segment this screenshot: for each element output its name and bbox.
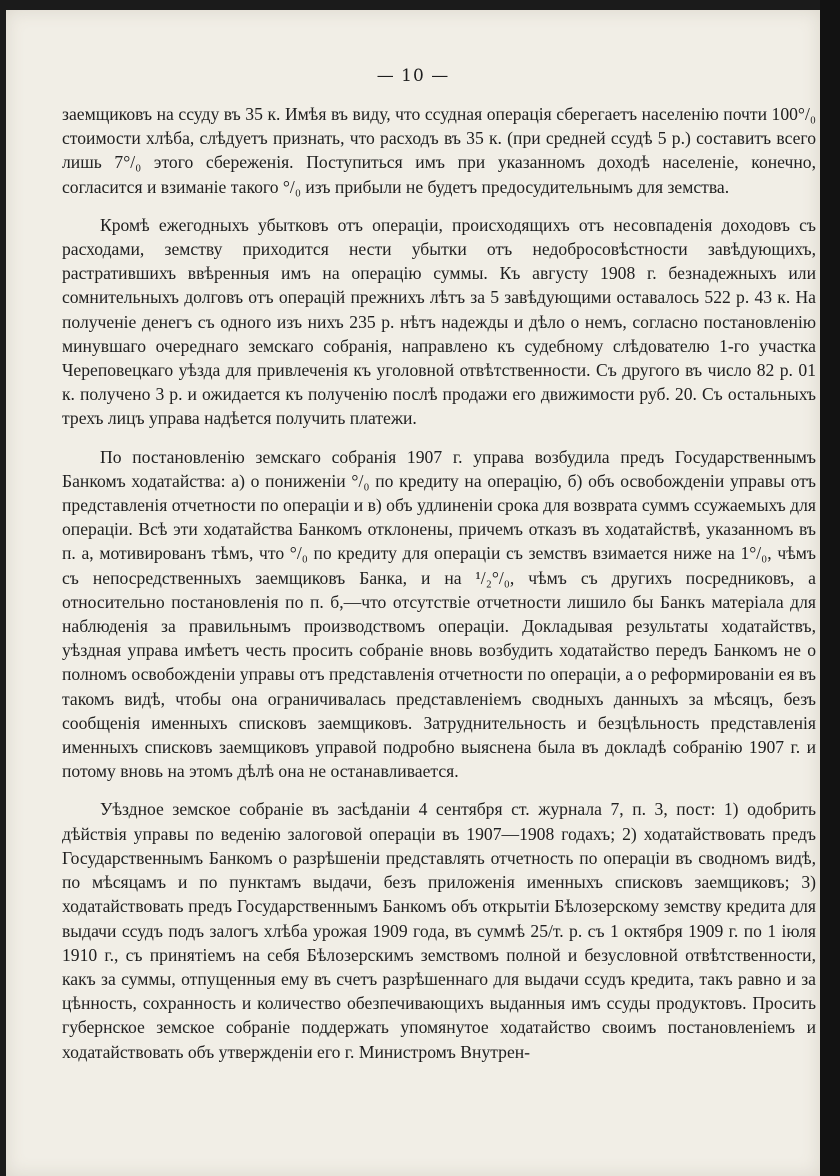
paragraph-4 xyxy=(62,797,816,1063)
paragraph-text: По постановленію земскаго собранія 1907 г. управа возбудила предъ Государственнымъ Банкомъ ходатайства: а) о пониженіи °/₀ по кредиту на операцію, б) объ освобожденіи управы отъ представленія отчетности по операціи и в) объ удлиненіи срока для возврата суммъ ссужаемыхъ для операціи. Всѣ эти ходатайства Банкомъ отклонены, причемъ отказъ въ ходатайствѣ, указанномъ въ п. а, мотивированъ тѣмъ, что °/₀ по кредиту для операціи съ земствъ взимается ниже на 1°/₀, чѣмъ съ непосредственныхъ заемщиковъ Банка, и на ¹/₂°/₀, чѣмъ съ другихъ посредниковъ, а относительно постановленія по п. б,—что отсутствіе отчетности лишило бы Банкъ матеріала для наблюденія за правильнымъ производствомъ операціи. Докладывая результаты ходатайствъ, уѣздная управа имѣетъ честь просить собраніе вновь возбудить ходатайство передъ Банкомъ не о полномъ освобожденіи управы отъ представленія отчетности по операціи, а о реформированіи ея въ такомъ видѣ, чтобы она ограничивалась представленіемъ сводныхъ данныхъ за мѣсяцъ, безъ сообщенія именныхъ списковъ заемщиковъ. Затруднительность и безцѣльность представленія именныхъ списковъ заемщиковъ управой подробно выяснена была въ докладѣ собранію 1907 г. и потому вновь на этомъ дѣлѣ она не останавливается. xyxy=(62,446,816,782)
paragraph-2 xyxy=(62,213,816,431)
paragraph-text: Кромѣ ежегодныхъ убытковъ отъ операціи, происходящихъ отъ несовпаденія доходовъ съ расходами, земству приходится нести убытки отъ недобросовѣстности завѣдующихъ, растратившихъ ввѣренныя имъ на операцію суммы. Къ августу 1908 г. безнадежныхъ или сомнительныхъ долговъ отъ операцій прежнихъ лѣтъ за 5 завѣдующими оставалось 522 р. 43 к. На полученіе денегъ съ одного изъ нихъ 235 р. нѣтъ надежды и дѣло о немъ, согласно постановленію минувшаго очереднаго земскаго собранія, направлено къ судебному слѣдователю 1-го участка Череповецкаго уѣзда для привлеченія къ уголовной отвѣтственности. Съ другого въ число 82 р. 01 к. получено 3 р. и ожидается къ полученію послѣ продажи его движимости руб. 20. Съ остальныхъ трехъ лицъ управа надѣется получить платежи. xyxy=(62,214,816,429)
page-body xyxy=(62,102,816,1064)
document-page xyxy=(6,10,820,1176)
paragraph-3 xyxy=(62,445,816,784)
scan-dark-edge xyxy=(820,0,840,1176)
paragraph-1 xyxy=(62,102,816,199)
paragraph-text: заемщиковъ на ссуду въ 35 к. Имѣя въ виду, что ссудная операція сберегаетъ населенію почти 100°/₀ стоимости хлѣба, слѣдуетъ признать, что расходъ въ 35 к. (при средней ссудѣ 5 р.) составитъ всего лишь 7°/₀ этого сбереженія. Поступиться имъ при указанномъ доходѣ населеніе, конечно, согласится и взиманіе такого °/₀ изъ прибыли не будетъ предосудительнымъ для земства. xyxy=(62,104,816,197)
paragraph-gap xyxy=(62,783,816,797)
paragraph-gap xyxy=(62,431,816,445)
page-number: — 10 — xyxy=(376,66,450,86)
paragraph-gap xyxy=(62,199,816,213)
paragraph-text: Уѣздное земское собраніе въ засѣданіи 4 сентября ст. журнала 7, п. 3, пост: 1) одобрить дѣйствія управы по веденію залоговой операціи въ 1907—1908 годахъ; 2) ходатайствовать предъ Государственнымъ Банкомъ о разрѣшеніи представлять отчетность по операціи въ сводномъ видѣ, по мѣсяцамъ и по пунктамъ выдачи, безъ приложенія именныхъ списковъ заемщиковъ; 3) ходатайствовать предъ Государственнымъ Банкомъ объ открытіи Бѣлозерскому земству кредита для выдачи ссудъ подъ залогъ хлѣба урожая 1909 года, въ суммѣ 25/т. р. съ 1 октября 1909 г. по 1 іюля 1910 г., съ принятіемъ на себя Бѣлозерскимъ земствомъ полной и безусловной отвѣтственности, какъ за суммы, отпущенныя ему въ счетъ разрѣшеннаго для выдачи ссудъ кредита, такъ равно и за цѣнность, сохранность и количество обезпечивающихъ выданныя имъ ссуды продуктовъ. Просить губернское земское собраніе поддержать упомянутое ходатайство своимъ постановленіемъ и ходатайствовать объ утвержденіи его г. Министромъ Внутрен- xyxy=(62,799,816,1062)
